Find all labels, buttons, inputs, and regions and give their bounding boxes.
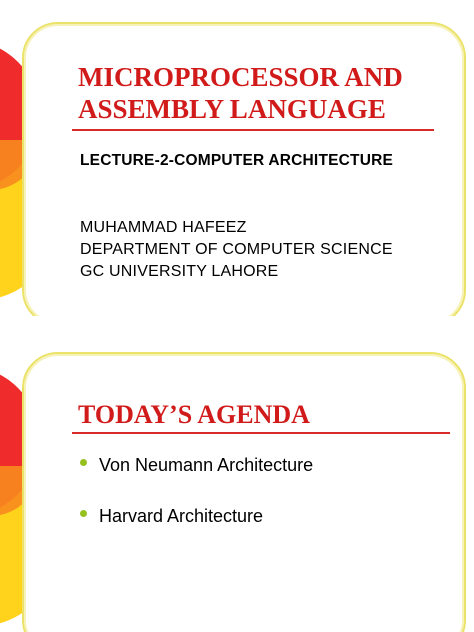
slide-title-line-2: ASSEMBLY LANGUAGE <box>78 94 386 124</box>
agenda-slide <box>0 316 474 632</box>
author-name: MUHAMMAD HAFEEZ <box>80 219 247 236</box>
lecture-subtitle: LECTURE-2-COMPUTER ARCHITECTURE <box>80 152 394 169</box>
agenda-item-label: Harvard Architecture <box>99 506 264 526</box>
slide-title-line-1: MICROPROCESSOR AND <box>78 62 403 92</box>
agenda-frame <box>22 352 466 632</box>
bullet-dot-icon <box>80 459 87 466</box>
agenda-item-label: Von Neumann Architecture <box>99 455 314 475</box>
agenda-item-von-neumann <box>80 455 313 476</box>
agenda-title: TODAY’S AGENDA <box>78 400 310 429</box>
university-name: GC UNIVERSITY LAHORE <box>80 263 279 280</box>
agenda-item-harvard <box>80 506 263 527</box>
department-name: DEPARTMENT OF COMPUTER SCIENCE <box>80 241 393 258</box>
agenda-underline <box>72 432 450 434</box>
bullet-dot-icon <box>80 510 87 517</box>
title-underline <box>72 129 434 131</box>
